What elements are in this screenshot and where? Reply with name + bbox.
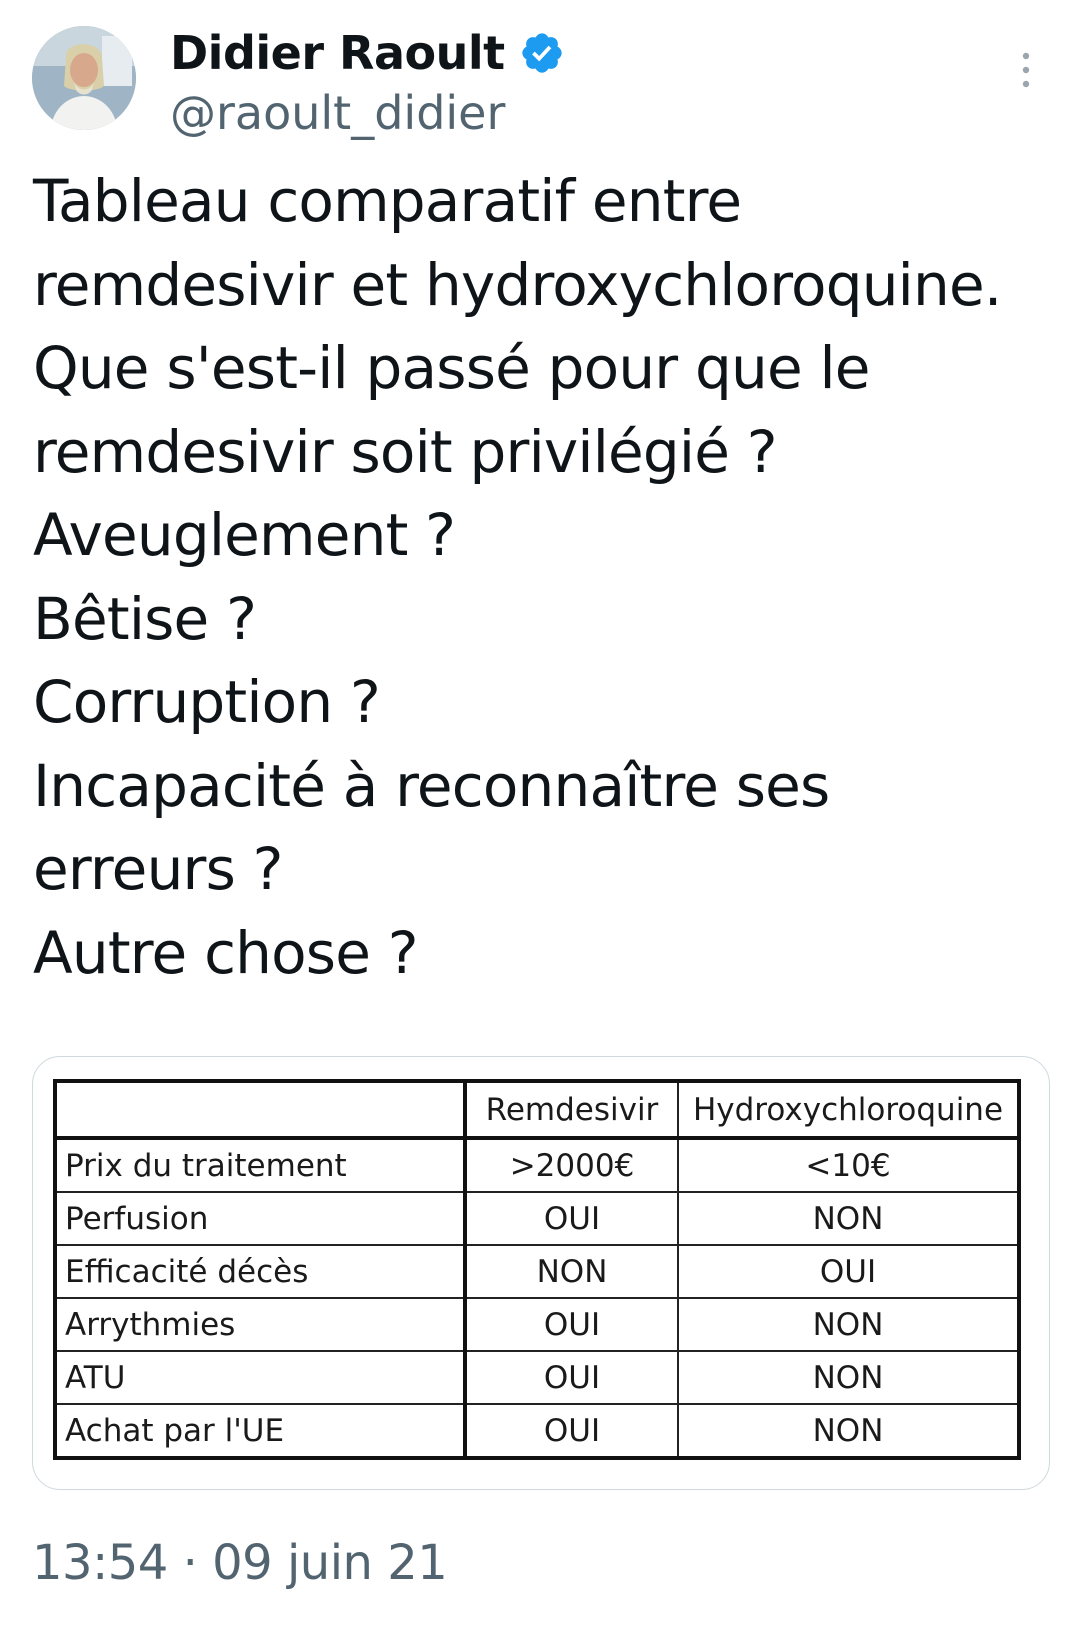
- table-cell: NON: [678, 1192, 1019, 1245]
- tweet-text-line: Autre chose ?: [33, 918, 418, 987]
- tweet-text-line: Que s'est-il passé pour que le: [33, 334, 870, 402]
- tweet-text-line: Incapacité à reconnaître ses: [33, 751, 830, 820]
- table-cell: Prix du traitement: [55, 1138, 465, 1192]
- more-options-icon[interactable]: [1014, 48, 1038, 92]
- table-cell: NON: [678, 1351, 1019, 1404]
- table-cell: >2000€: [465, 1138, 678, 1192]
- tweet-text: [33, 160, 1043, 995]
- table-header-cell: Hydroxychloroquine: [678, 1081, 1019, 1138]
- attached-image[interactable]: [32, 1056, 1050, 1490]
- table-cell: Arrythmies: [55, 1298, 465, 1351]
- table-cell: NON: [678, 1298, 1019, 1351]
- table-header-cell: [55, 1081, 465, 1138]
- avatar-image: [32, 26, 136, 130]
- tweet-text-line: Tableau comparatif entre: [33, 167, 742, 235]
- tweet-text-line: remdesivir soit privilégié ?: [33, 417, 777, 486]
- table-cell: OUI: [465, 1192, 678, 1245]
- table-cell: NON: [678, 1404, 1019, 1458]
- tweet-text-line: erreurs ?: [33, 835, 283, 903]
- table-header-row: [55, 1081, 1019, 1138]
- table-cell: Achat par l'UE: [55, 1404, 465, 1458]
- tweet-text-line: remdesivir et hydroxychloroquine.: [33, 250, 1002, 319]
- author-handle[interactable]: @raoult_didier: [170, 86, 506, 140]
- table-row: [55, 1351, 1019, 1404]
- table-row: [55, 1245, 1019, 1298]
- table-cell: NON: [465, 1245, 678, 1298]
- tweet-text-line: Aveuglement ?: [33, 501, 456, 569]
- tweet-timestamp[interactable]: 13:54 · 09 juin 21: [32, 1535, 448, 1591]
- table-cell: OUI: [465, 1404, 678, 1458]
- table-row: [55, 1404, 1019, 1458]
- comparison-table: [53, 1079, 1021, 1460]
- display-name-row: [170, 22, 565, 84]
- table-cell: <10€: [678, 1138, 1019, 1192]
- display-name[interactable]: Didier Raoult: [170, 26, 505, 80]
- table-row: [55, 1298, 1019, 1351]
- table-row: [55, 1192, 1019, 1245]
- table-cell: OUI: [465, 1298, 678, 1351]
- tweet-text-line: Corruption ?: [33, 668, 380, 736]
- table-cell: OUI: [465, 1351, 678, 1404]
- verified-badge-icon[interactable]: [519, 30, 565, 76]
- table-row: [55, 1138, 1019, 1192]
- table-cell: ATU: [55, 1351, 465, 1404]
- tweet-header: [32, 22, 1048, 140]
- table-cell: Efficacité décès: [55, 1245, 465, 1298]
- table-cell: OUI: [678, 1245, 1019, 1298]
- table-header-cell: Remdesivir: [465, 1081, 678, 1138]
- tweet-text-line: Bêtise ?: [33, 584, 257, 653]
- table-cell: Perfusion: [55, 1192, 465, 1245]
- author-names: [170, 22, 565, 140]
- avatar[interactable]: [32, 26, 136, 130]
